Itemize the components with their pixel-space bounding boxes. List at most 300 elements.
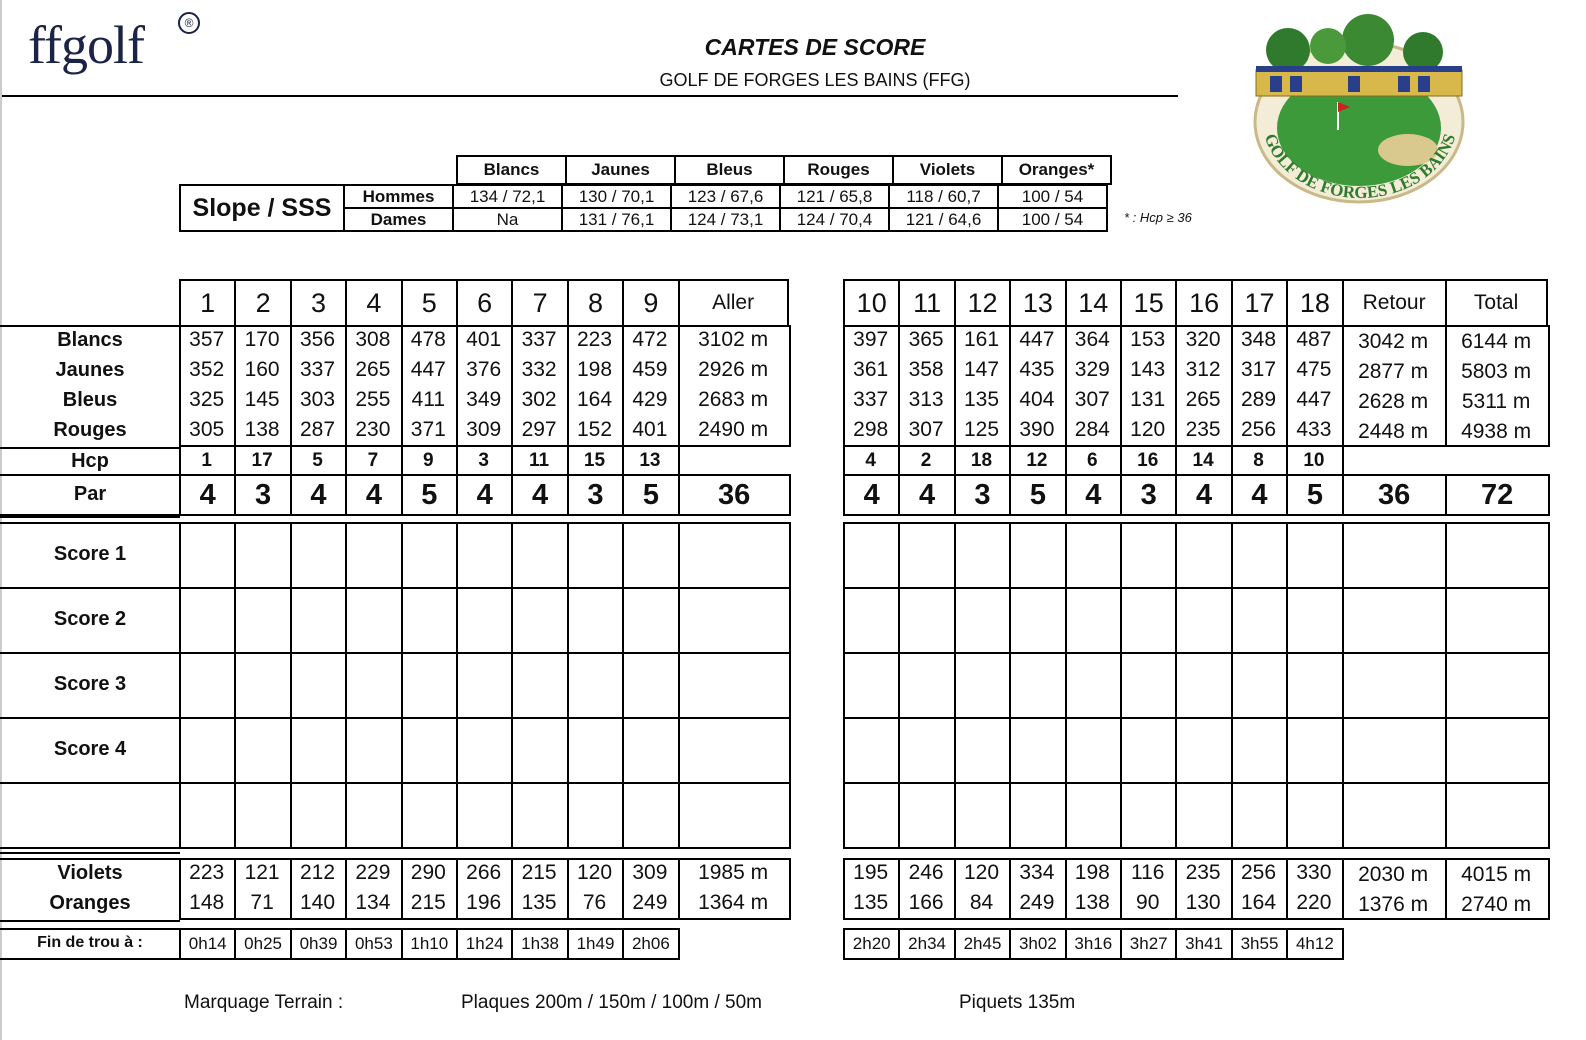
- time-value: 1h49: [567, 928, 624, 960]
- par-value: 5: [401, 474, 458, 516]
- hole-number: 8: [567, 279, 624, 327]
- score-input-cell[interactable]: [1120, 717, 1177, 784]
- hole-number: 6: [456, 279, 513, 327]
- slope-value: 123 / 67,6: [671, 185, 780, 208]
- distance-value: 138: [1074, 891, 1110, 914]
- score-input-cell[interactable]: [1231, 522, 1288, 589]
- score-input-cell[interactable]: [1445, 587, 1550, 654]
- col-divider: [511, 447, 513, 475]
- par-value: 4: [345, 474, 402, 516]
- score-input-cell[interactable]: [622, 782, 679, 849]
- tee-label: Jaunes: [55, 358, 125, 381]
- score-input-cell[interactable]: [1065, 522, 1122, 589]
- score-input-cell[interactable]: [1175, 782, 1232, 849]
- hcp-value: 4: [865, 450, 876, 471]
- score-input-cell[interactable]: [511, 717, 568, 784]
- score-input-cell[interactable]: [678, 782, 791, 849]
- distance-value: 255: [355, 388, 391, 411]
- score-input-cell[interactable]: [1342, 522, 1447, 589]
- col-divider: [401, 447, 403, 475]
- slope-row-label: Hommes: [344, 185, 453, 208]
- score-input-cell[interactable]: [1231, 782, 1288, 849]
- score-input-cell[interactable]: [843, 652, 900, 719]
- score-input-cell[interactable]: [622, 717, 679, 784]
- distance-value: 2926 m: [698, 358, 769, 381]
- score-input-cell[interactable]: [401, 522, 458, 589]
- marquage-label: Marquage Terrain :: [184, 992, 344, 1013]
- distance-value: 256: [1240, 861, 1277, 884]
- score-input-cell[interactable]: [234, 652, 291, 719]
- score-input-cell[interactable]: [1286, 717, 1343, 784]
- score-input-cell[interactable]: [1286, 652, 1343, 719]
- distance-value: 371: [410, 418, 446, 441]
- score-row-label: Score 4: [53, 738, 127, 760]
- score-input-cell[interactable]: [954, 652, 1011, 719]
- col-divider: [456, 447, 458, 475]
- score-input-cell[interactable]: [567, 587, 624, 654]
- plaques-text: Plaques 200m / 150m / 100m / 50m: [461, 992, 762, 1013]
- score-input-cell[interactable]: [1009, 522, 1066, 589]
- score-input-cell[interactable]: [1175, 522, 1232, 589]
- distance-value: 140: [299, 891, 336, 914]
- score-input-cell[interactable]: [1231, 652, 1288, 719]
- hole-number: 11: [898, 279, 955, 327]
- col-divider: [1286, 447, 1288, 475]
- distance-value: 348: [1240, 328, 1277, 351]
- distance-value: 143: [1130, 358, 1166, 381]
- par-value: 36: [678, 474, 791, 516]
- hole-number: 18: [1286, 279, 1343, 327]
- score-input-cell[interactable]: [678, 717, 791, 784]
- distance-value: 131: [1130, 388, 1166, 411]
- score-input-cell[interactable]: [898, 522, 955, 589]
- score-input-cell[interactable]: [1342, 717, 1447, 784]
- hcp-label: Hcp: [71, 449, 109, 472]
- score-input-cell[interactable]: [456, 717, 513, 784]
- distance-value: 130: [1185, 891, 1221, 914]
- time-value: 1h10: [401, 928, 458, 960]
- score-input-cell[interactable]: [1286, 782, 1343, 849]
- hcp-value: 10: [1303, 450, 1325, 471]
- ffgolf-logo: ffgolf: [28, 15, 144, 75]
- distance-value: 307: [1074, 388, 1110, 411]
- distance-value: 349: [466, 388, 502, 411]
- distance-value: 235: [1185, 861, 1221, 884]
- col-divider: [1175, 447, 1177, 475]
- col-divider: [1009, 447, 1011, 475]
- distance-value: 302: [521, 388, 557, 411]
- distance-value: 153: [1130, 328, 1166, 351]
- score-input-cell[interactable]: [843, 717, 900, 784]
- time-value: 0h39: [290, 928, 347, 960]
- distance-value: 229: [355, 861, 391, 884]
- tee-label: Rouges: [53, 418, 127, 441]
- hcp-value: 17: [251, 450, 273, 471]
- score-input-cell[interactable]: [345, 587, 402, 654]
- hole-number: 12: [954, 279, 1011, 327]
- score-input-cell[interactable]: [1286, 587, 1343, 654]
- score-input-cell[interactable]: [511, 522, 568, 589]
- par-value: 3: [234, 474, 291, 516]
- score-input-cell[interactable]: [290, 782, 347, 849]
- distance-value: 312: [1185, 358, 1221, 381]
- score-input-cell[interactable]: [843, 522, 900, 589]
- distance-value: 147: [963, 358, 1000, 381]
- hole-number: 2: [234, 279, 291, 327]
- distance-value: 290: [410, 861, 446, 884]
- distance-value: 3102 m: [698, 328, 769, 351]
- score-input-cell[interactable]: [1445, 652, 1550, 719]
- distance-value: 71: [250, 891, 274, 914]
- distance-value: 361: [853, 358, 889, 381]
- score-input-cell[interactable]: [456, 522, 513, 589]
- slope-value: 100 / 54: [998, 208, 1107, 231]
- score-input-cell[interactable]: [345, 717, 402, 784]
- hcp-value: 16: [1137, 450, 1159, 471]
- score-input-cell[interactable]: [401, 717, 458, 784]
- score-input-cell[interactable]: [1065, 587, 1122, 654]
- distance-value: 152: [576, 418, 613, 441]
- distance-value: 5803 m: [1461, 360, 1532, 383]
- distance-value: 297: [521, 418, 557, 441]
- slope-value: 131 / 76,1: [562, 208, 671, 231]
- distance-value: 160: [244, 358, 280, 381]
- par-value: 4: [1065, 474, 1122, 516]
- label-rule: [0, 958, 180, 960]
- distance-value: 265: [1185, 388, 1221, 411]
- distance-value: 121: [244, 861, 280, 884]
- score-input-cell[interactable]: [898, 587, 955, 654]
- score-input-cell[interactable]: [1342, 587, 1447, 654]
- col-divider: [567, 447, 569, 475]
- distance-value: 334: [1019, 861, 1055, 884]
- par-value: 5: [1286, 474, 1343, 516]
- distance-value: 358: [908, 358, 944, 381]
- score-input-cell[interactable]: [898, 652, 955, 719]
- score-input-cell[interactable]: [1342, 782, 1447, 849]
- distance-value: 390: [1019, 418, 1055, 441]
- hcp-value: 9: [423, 450, 434, 471]
- score-input-cell[interactable]: [1065, 782, 1122, 849]
- score-input-cell[interactable]: [290, 587, 347, 654]
- score-input-cell[interactable]: [622, 652, 679, 719]
- par-label: Par: [73, 482, 107, 505]
- score-input-cell[interactable]: [843, 782, 900, 849]
- tee-label: Oranges: [49, 891, 131, 914]
- score-input-cell[interactable]: [1065, 652, 1122, 719]
- distance-value: 307: [908, 418, 944, 441]
- score-row-label: Score 3: [53, 673, 127, 695]
- score-input-cell[interactable]: [234, 717, 291, 784]
- sum-header: Retour: [1342, 279, 1447, 327]
- time-value: 3h02: [1009, 928, 1066, 960]
- score-input-cell[interactable]: [567, 652, 624, 719]
- score-input-cell[interactable]: [1065, 717, 1122, 784]
- distance-value: 2490 m: [698, 418, 769, 441]
- score-input-cell[interactable]: [898, 717, 955, 784]
- tee-label: Violets: [57, 861, 123, 884]
- par-value: 4: [290, 474, 347, 516]
- sum-header: Total: [1445, 279, 1548, 327]
- slope-tee-header-cell: Rouges: [784, 156, 893, 184]
- par-value: 36: [1342, 474, 1447, 516]
- distance-value: 256: [1240, 418, 1277, 441]
- distance-value: 195: [853, 861, 889, 884]
- distance-value: 212: [299, 861, 336, 884]
- time-value: 0h25: [234, 928, 291, 960]
- distance-value: 6144 m: [1461, 330, 1532, 353]
- page-title: CARTES DE SCORE: [704, 34, 926, 60]
- hcp-value: 2: [920, 450, 932, 471]
- distance-value: 138: [244, 418, 280, 441]
- distance-value: 337: [299, 358, 336, 381]
- time-value: 3h55: [1231, 928, 1288, 960]
- distance-value: 1376 m: [1358, 893, 1429, 916]
- slope-value: 121 / 64,6: [889, 208, 998, 231]
- label-rule: [0, 522, 180, 524]
- hole-number: 13: [1009, 279, 1066, 327]
- distance-value: 2448 m: [1358, 420, 1429, 443]
- score-input-cell[interactable]: [234, 522, 291, 589]
- col-divider: [843, 447, 845, 475]
- distance-value: 170: [244, 328, 280, 351]
- distance-value: 84: [969, 891, 994, 914]
- score-input-cell[interactable]: [456, 782, 513, 849]
- col-divider: [290, 447, 292, 475]
- score-input-cell[interactable]: [345, 522, 402, 589]
- score-input-cell[interactable]: [456, 652, 513, 719]
- score-input-cell[interactable]: [1009, 587, 1066, 654]
- label-rule: [0, 858, 180, 860]
- par-value: 4: [898, 474, 955, 516]
- distance-value: 309: [466, 418, 502, 441]
- distance-value: 266: [466, 861, 502, 884]
- score-input-cell[interactable]: [1231, 587, 1288, 654]
- club-emblem-text: GOLF DE FORGES LES BAINS: [1260, 131, 1460, 203]
- time-value: 2h34: [898, 928, 955, 960]
- distance-value: 411: [411, 388, 446, 411]
- score-input-cell[interactable]: [1009, 717, 1066, 784]
- distance-value: 475: [1296, 358, 1332, 381]
- score-input-cell[interactable]: [456, 587, 513, 654]
- score-input-cell[interactable]: [1286, 522, 1343, 589]
- distance-value: 376: [466, 358, 502, 381]
- distance-value: 352: [189, 358, 225, 381]
- hcp-value: 14: [1192, 450, 1214, 471]
- distance-value: 2877 m: [1358, 360, 1429, 383]
- hole-number: 10: [843, 279, 900, 327]
- score-input-cell[interactable]: [511, 652, 568, 719]
- score-input-cell[interactable]: [1175, 652, 1232, 719]
- score-input-cell[interactable]: [567, 782, 624, 849]
- score-input-cell[interactable]: [401, 782, 458, 849]
- score-input-cell[interactable]: [678, 652, 791, 719]
- score-input-cell[interactable]: [1445, 522, 1550, 589]
- score-input-cell[interactable]: [1445, 782, 1550, 849]
- score-input-cell[interactable]: [511, 587, 568, 654]
- score-input-cell[interactable]: [179, 652, 236, 719]
- score-input-cell[interactable]: [1120, 652, 1177, 719]
- score-input-cell[interactable]: [345, 782, 402, 849]
- distance-value: 337: [853, 388, 889, 411]
- distance-value: 116: [1130, 861, 1165, 884]
- par-value: 5: [622, 474, 679, 516]
- score-input-cell[interactable]: [1342, 652, 1447, 719]
- score-input-cell[interactable]: [954, 587, 1011, 654]
- score-input-cell[interactable]: [678, 522, 791, 589]
- col-divider: [345, 447, 347, 475]
- page-subtitle: GOLF DE FORGES LES BAINS (FFG): [659, 70, 971, 90]
- distance-value: 135: [521, 891, 557, 914]
- par-value: 4: [1231, 474, 1288, 516]
- score-input-cell[interactable]: [401, 652, 458, 719]
- hole-number: 17: [1231, 279, 1288, 327]
- distance-value: 90: [1136, 891, 1160, 914]
- distance-value: 198: [576, 358, 613, 381]
- time-value: 2h45: [954, 928, 1011, 960]
- distance-value: 120: [1130, 418, 1166, 441]
- score-input-cell[interactable]: [401, 587, 458, 654]
- distance-value: 120: [963, 861, 1000, 884]
- distance-value: 164: [576, 388, 613, 411]
- piquets-text: Piquets 135m: [959, 992, 1076, 1013]
- distance-value: 230: [355, 418, 391, 441]
- time-value: 1h24: [456, 928, 513, 960]
- slope-label: Slope / SSS: [180, 185, 344, 231]
- par-value: 4: [843, 474, 900, 516]
- score-input-cell[interactable]: [1009, 782, 1066, 849]
- score-input-cell[interactable]: [567, 522, 624, 589]
- hcp-value: 3: [478, 450, 489, 471]
- score-row-label: Score 2: [53, 608, 127, 630]
- par-value: 72: [1445, 474, 1550, 516]
- distance-value: 472: [632, 328, 668, 351]
- hole-number: 15: [1120, 279, 1177, 327]
- distance-value: 148: [189, 891, 225, 914]
- distance-value: 2740 m: [1461, 893, 1532, 916]
- time-value: 2h20: [843, 928, 900, 960]
- label-rule: [0, 447, 180, 449]
- hcp-value: 8: [1253, 450, 1264, 471]
- score-input-cell[interactable]: [1445, 717, 1550, 784]
- distance-value: 337: [521, 328, 557, 351]
- score-input-cell[interactable]: [678, 587, 791, 654]
- distance-value: 284: [1074, 418, 1110, 441]
- score-input-cell[interactable]: [179, 717, 236, 784]
- score-input-cell[interactable]: [843, 587, 900, 654]
- par-value: 3: [567, 474, 624, 516]
- par-value: 4: [1175, 474, 1232, 516]
- distance-value: 120: [576, 861, 613, 884]
- distance-value: 289: [1240, 388, 1277, 411]
- distance-value: 320: [1185, 328, 1221, 351]
- col-divider: [898, 447, 900, 475]
- hole-number: 4: [345, 279, 402, 327]
- distance-value: 308: [355, 328, 391, 351]
- distance-value: 164: [1240, 891, 1277, 914]
- distance-value: 303: [299, 388, 336, 411]
- tee-label: Bleus: [62, 388, 118, 411]
- distance-value: 313: [908, 388, 944, 411]
- distance-value: 134: [355, 891, 391, 914]
- score-input-cell[interactable]: [1120, 522, 1177, 589]
- slope-tee-header-cell: Bleus: [675, 156, 784, 184]
- distance-value: 1985 m: [698, 861, 769, 884]
- col-divider: [234, 447, 236, 475]
- score-input-cell[interactable]: [179, 522, 236, 589]
- score-input-cell[interactable]: [234, 587, 291, 654]
- slope-tee-header-cell: Jaunes: [566, 156, 675, 184]
- score-input-cell[interactable]: [179, 782, 236, 849]
- score-input-cell[interactable]: [1231, 717, 1288, 784]
- score-input-cell[interactable]: [234, 782, 291, 849]
- score-input-cell[interactable]: [1175, 717, 1232, 784]
- score-input-cell[interactable]: [290, 717, 347, 784]
- score-input-cell[interactable]: [567, 717, 624, 784]
- distance-value: 4938 m: [1461, 420, 1532, 443]
- label-rule: [0, 852, 180, 854]
- score-input-cell[interactable]: [622, 587, 679, 654]
- distance-value: 223: [576, 328, 613, 351]
- score-input-cell[interactable]: [345, 652, 402, 719]
- distance-value: 198: [1074, 861, 1110, 884]
- col-divider: [1120, 447, 1122, 475]
- score-input-cell[interactable]: [1009, 652, 1066, 719]
- score-input-cell[interactable]: [954, 782, 1011, 849]
- par-value: 4: [456, 474, 513, 516]
- distance-value: 135: [853, 891, 889, 914]
- score-input-cell[interactable]: [954, 522, 1011, 589]
- distance-value: 161: [963, 328, 1000, 351]
- distance-value: 305: [189, 418, 225, 441]
- distance-value: 487: [1296, 328, 1332, 351]
- distance-value: 447: [410, 358, 446, 381]
- score-input-cell[interactable]: [290, 652, 347, 719]
- slope-value: 130 / 70,1: [562, 185, 671, 208]
- time-value: 4h12: [1286, 928, 1343, 960]
- score-input-cell[interactable]: [1120, 782, 1177, 849]
- distance-value: 364: [1074, 328, 1110, 351]
- hcp-value: 6: [1087, 450, 1098, 471]
- col-divider: [1065, 447, 1067, 475]
- slope-value: 134 / 72,1: [453, 185, 562, 208]
- distance-value: 459: [632, 358, 668, 381]
- score-row-label: [0, 782, 180, 847]
- score-input-cell[interactable]: [1175, 587, 1232, 654]
- distance-value: 215: [410, 891, 446, 914]
- distance-value: 404: [1019, 388, 1055, 411]
- score-input-cell[interactable]: [511, 782, 568, 849]
- distance-value: 330: [1296, 861, 1332, 884]
- slope-note: * : Hcp ≥ 36: [1124, 210, 1192, 225]
- score-input-cell[interactable]: [622, 522, 679, 589]
- hole-number: 1: [179, 279, 236, 327]
- distance-value: 1364 m: [698, 891, 769, 914]
- score-input-cell[interactable]: [954, 717, 1011, 784]
- slope-value: Na: [453, 208, 562, 231]
- distance-value: 249: [632, 891, 668, 914]
- score-input-cell[interactable]: [179, 587, 236, 654]
- distance-value: 298: [853, 418, 889, 441]
- par-value: 3: [1120, 474, 1177, 516]
- hole-number: 5: [401, 279, 458, 327]
- score-input-cell[interactable]: [1120, 587, 1177, 654]
- hcp-value: 5: [312, 450, 323, 471]
- tee-label-frame: [0, 858, 180, 920]
- distance-value: 309: [632, 861, 668, 884]
- score-input-cell[interactable]: [290, 522, 347, 589]
- score-input-cell[interactable]: [898, 782, 955, 849]
